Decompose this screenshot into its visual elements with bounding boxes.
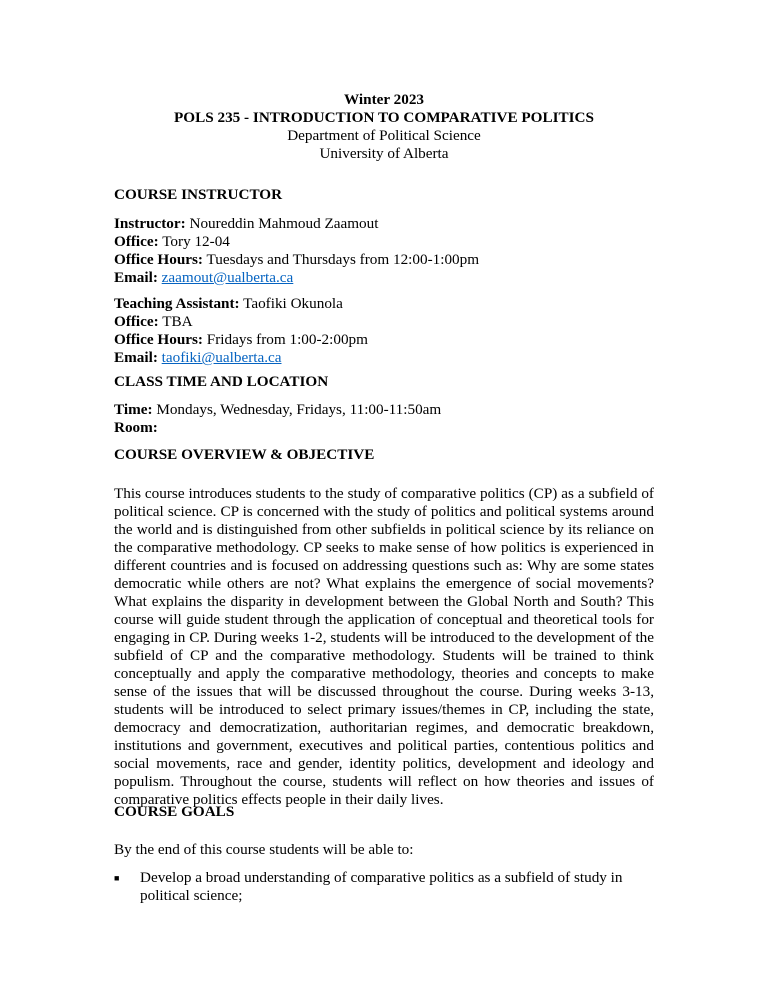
square-bullet-icon: ■	[114, 873, 120, 883]
ta-name: Taofiki Okunola	[239, 295, 343, 312]
ta-email-line	[114, 349, 282, 367]
ta-office-label: Office:	[114, 313, 159, 330]
ta-office-line	[114, 313, 193, 331]
instructor-email-label: Email:	[114, 269, 158, 286]
ta-label: Teaching Assistant:	[114, 295, 240, 312]
instructor-hours-value: Tuesdays and Thursdays from 12:00-1:00pm	[203, 251, 480, 268]
ta-hours-label: Office Hours:	[114, 331, 203, 348]
ta-email-label: Email:	[114, 349, 158, 366]
course-title: POLS 235 - INTRODUCTION TO COMPARATIVE POLITICS	[174, 109, 594, 126]
instructor-email-link[interactable]: zaamout@ualberta.ca	[161, 269, 294, 286]
instructor-hours-line	[114, 251, 479, 269]
goals-heading: COURSE GOALS	[114, 803, 235, 820]
instructor-line	[114, 215, 378, 233]
ta-hours-line	[114, 331, 368, 349]
goal-item-text: Develop a broad understanding of comparative politics as a subfield of study in political science;	[140, 869, 623, 904]
ta-office-value: TBA	[158, 313, 193, 330]
class-room-label: Room:	[114, 419, 158, 436]
instructor-label: Instructor:	[114, 215, 186, 232]
ta-line	[114, 295, 343, 313]
instructor-email-line	[114, 269, 293, 287]
class-time-label: Time:	[114, 401, 153, 418]
goals-intro: By the end of this course students will be able to:	[114, 841, 414, 858]
ta-email-link[interactable]: taofiki@ualberta.ca	[161, 349, 282, 366]
instructor-office-label: Office:	[114, 233, 159, 250]
instructor-office-value: Tory 12-04	[158, 233, 230, 250]
class-time-line	[114, 401, 441, 419]
class-time-heading: CLASS TIME AND LOCATION	[114, 373, 329, 390]
class-room-line	[114, 419, 158, 437]
university-name: University of Alberta	[319, 145, 449, 162]
instructor-heading: COURSE INSTRUCTOR	[114, 186, 283, 203]
department-name: Department of Political Science	[287, 127, 481, 144]
term-heading: Winter 2023	[343, 91, 425, 108]
instructor-office-line	[114, 233, 230, 251]
ta-hours-value: Fridays from 1:00-2:00pm	[203, 331, 368, 348]
instructor-hours-label: Office Hours:	[114, 251, 203, 268]
class-time-value: Mondays, Wednesday, Fridays, 11:00-11:50am	[152, 401, 442, 418]
overview-paragraph: This course introduces students to the study of comparative politics (CP) as a subfield of political science. CP is concerned with the study of politics and political systems around the world and is distinguished from other subfields in political science by its reliance on the comparative methodology. CP seeks to make sense of how politics is experienced in different countries and is focused on addressing questions such as: Why are some states democratic while others are not? What explains the emergence of social movements? What explains the disparity in development between the Global North and South? This course will guide student through the application of conceptual and theoretical tools for engaging in CP. During weeks 1-2, students will be introduced to the development of the subfield of CP and the comparative methodology. Students will be trained to think conceptually and apply the comparative methodology, theories and concepts to make sense of the issues that will be discussed throughout the course. During weeks 3-13, students will be introduced to select primary issues/themes in CP, including the state, democracy and democratization, authoritarian regimes, and democratic breakdown, institutions and government, executives and political parties, contentious politics and social movements, race and gender, identity politics, development and ideology and populism. Throughout the course, students will reflect on how theories and issues of comparative politics effects people in their daily lives.	[114, 485, 654, 808]
instructor-name: Noureddin Mahmoud Zaamout	[185, 215, 379, 232]
overview-heading: COURSE OVERVIEW & OBJECTIVE	[114, 446, 375, 463]
